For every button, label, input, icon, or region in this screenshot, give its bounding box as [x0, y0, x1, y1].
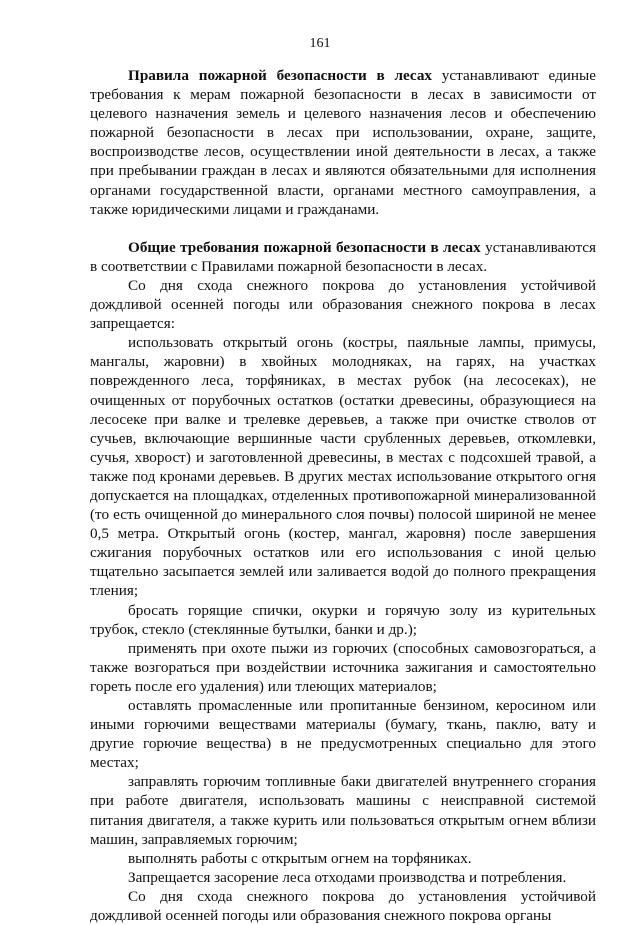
paragraph-open-fire: использовать открытый огонь (костры, паяльные лампы, примусы, мангалы, жаровни) в хвойных молодняках, на гарях, на участках поврежденного леса, торфяниках, в местах рубок (на лесосеках), не очищенных от порубочных остатков (остатки древесины, образующиеся на лесосеке при валке и трелевке деревьев, а также при очистке стволов от сучьев, включающие вершинные части срубленных деревьев, откомлевки, сучья, хворост) и заготовленной древесины, в местах с подсохшей травой, а также под кронами деревьев. В других местах использование открытого огня допускается на площадках, отделенных противопожарной минерализованной (то есть очищенной до минерального слоя почвы) полосой шириной не менее 0,5 метра. Открытый огонь (костер, мангал, жаровня) после завершения сжигания порубочных остатков или его использования с иной целью тщательно засыпается землей или заливается водой до полного прекращения тления; — [90, 334, 596, 600]
paragraph-text: устанавливают единые требования к мерам пожарной безопасности в лесах в зависимости от целевого назначения земель и целевого назначения лесов и обеспечению пожарной безопасности в лесах при использовании, охране, защите, воспроизводстве лесов, осуществлении иной деятельности в лесах, а также при пребывании граждан в лесах и являются обязательными для исполнения органами государственной власти, органами местного самоуправления, а также юридическими лицами и гражданами. — [90, 67, 596, 218]
paragraph-matches: бросать горящие спички, окурки и горячую золу из курительных трубок, стекло (стеклянные бутылки, банки и др.); — [90, 601, 596, 638]
paragraph-spacer — [90, 219, 596, 238]
page-number: 161 — [309, 36, 331, 51]
paragraph-littering: Запрещается засорение леса отходами производства и потребления. — [128, 868, 567, 886]
paragraph-forest-fire-rules — [90, 66, 596, 219]
paragraph-peatlands: выполнять работы с открытым огнем на торфяниках. — [128, 849, 472, 867]
bold-term: Правила пожарной безопасности в лесах — [128, 67, 433, 84]
paragraph-oily-materials: оставлять промасленные или пропитанные бензином, керосином или иными горючими веществами материалы (бумагу, ткань, паклю, вату и другие горючие вещества) в не предусмотренных специально для этого местах; — [90, 697, 596, 772]
paragraph-hunting-wads: применять при охоте пыжи из горючих (способных самовозгораться, а также возгораться при воздействии источника зажигания и самостоятельно гореть после его удаления) или тлеющих материалов; — [90, 639, 596, 695]
paragraph-refueling: заправлять горючим топливные баки двигателей внутреннего сгорания при работе двигателя, использовать машины с неисправной системой питания двигателя, а также курить или пользоваться открытым огнем вблизи машин, заправляемых горючим; — [90, 773, 596, 848]
paragraph-authorities: Со дня схода снежного покрова до установления устойчивой дождливой осенней погоды или образования снежного покрова органы — [90, 887, 596, 925]
paragraph-prohibition-intro: Со дня схода снежного покрова до установления устойчивой дождливой осенней погоды или образования снежного покрова в лесах запрещается: — [90, 276, 596, 333]
bold-term: Общие требования пожарной безопасности в лесах — [128, 238, 481, 256]
paragraph-general-requirements — [90, 238, 596, 276]
paragraph-text: устанавливаются в соответствии с Правилами пожарной безопасности в лесах. — [90, 238, 596, 275]
document-body — [90, 66, 596, 925]
